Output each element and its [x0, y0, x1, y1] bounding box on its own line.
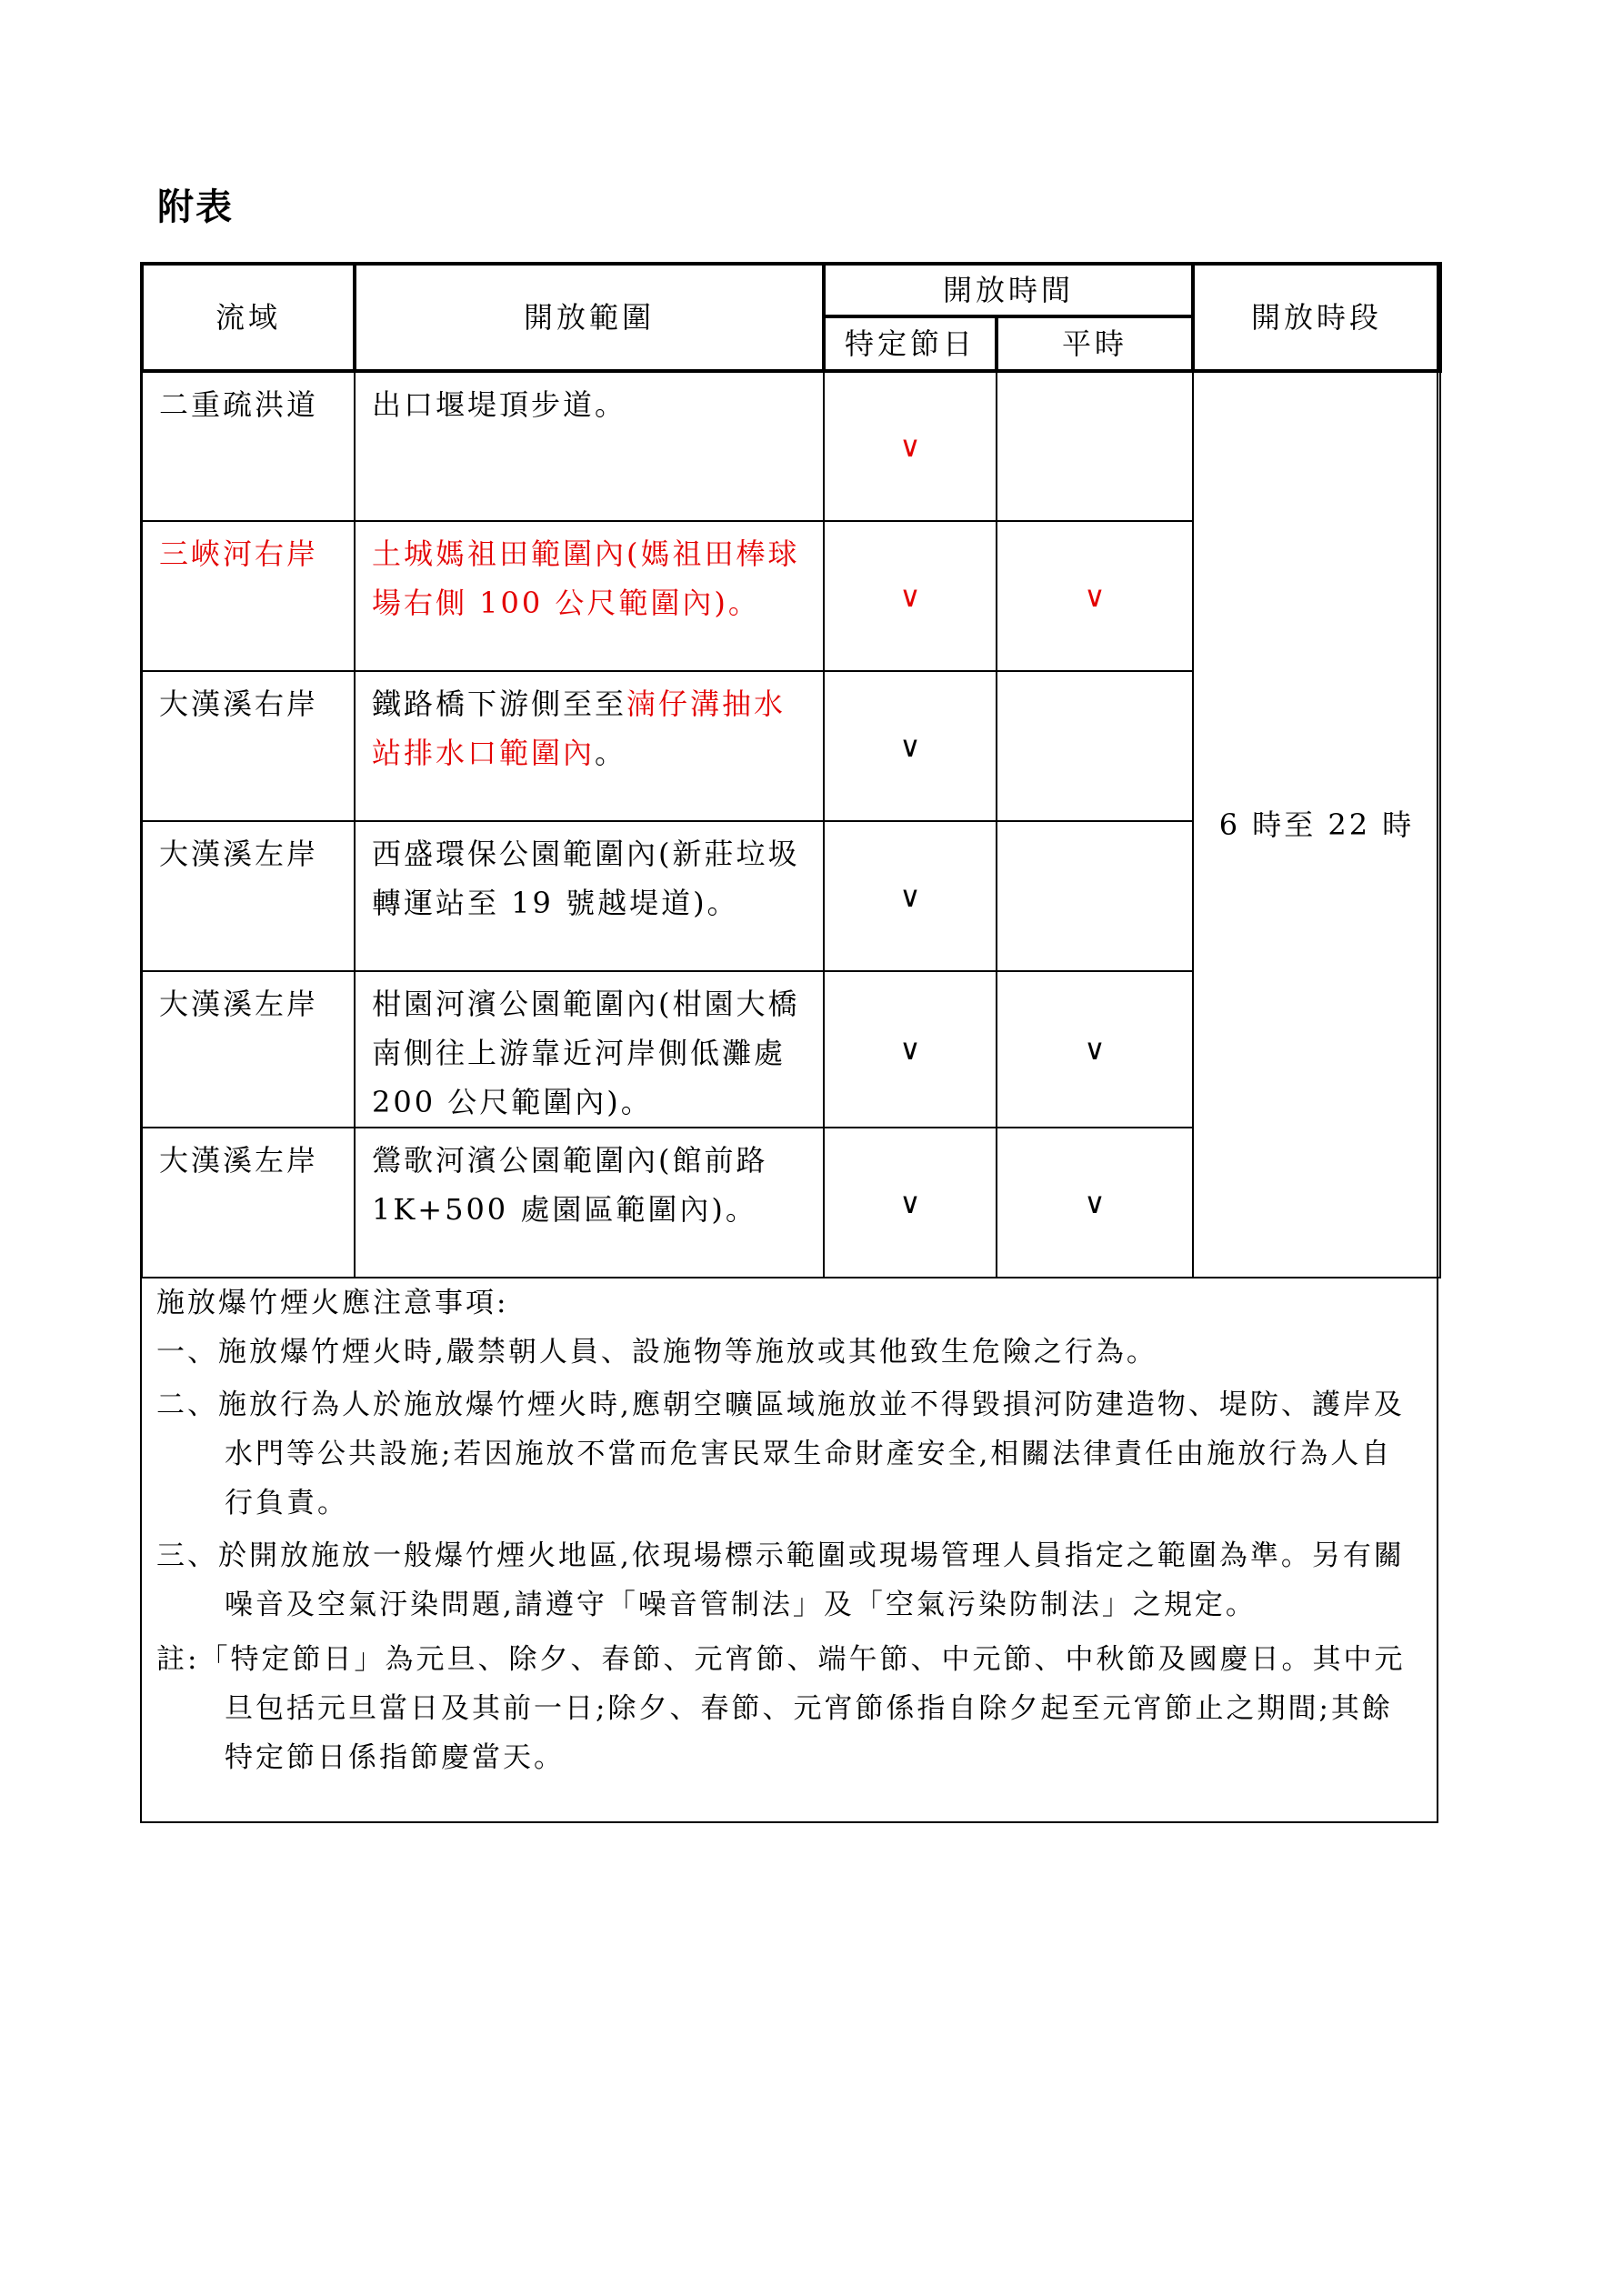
range-text: 鐵路橋下游側至至: [372, 687, 627, 721]
basin-cell: 三峽河右岸: [142, 521, 355, 671]
basin-cell: 大漢溪左岸: [142, 1128, 355, 1278]
basin-cell: 大漢溪左岸: [142, 821, 355, 971]
normal-day-mark: ∨: [997, 971, 1193, 1128]
range-text: 出口堰堤頂步道。: [372, 387, 627, 422]
footnote: 註:「特定節日」為元旦、除夕、春節、元宵節、端午節、中元節、中秋節及國慶日。其中元旦包括元旦當日及其前一日;除夕、春節、元宵節係指自除夕起至元宵節止之期間;其餘特定節日係指節慶當天。: [156, 1643, 1406, 1774]
notes-section: [140, 1275, 1438, 1823]
header-open-time: 開放時間: [824, 264, 1193, 316]
normal-day-mark: [997, 821, 1193, 971]
header-normal-days: 平時: [997, 316, 1193, 371]
range-cell: [355, 971, 824, 1128]
range-text-highlight: 湳仔溝抽水站排水口範圍內: [372, 687, 786, 770]
normal-day-mark: ∨: [997, 521, 1193, 671]
normal-day-mark: [997, 371, 1193, 521]
note-item: 三、於開放施放一般爆竹煙火地區,依現場標示範圍或現場管理人員指定之範圍為準。另有關噪音及空氣汙染問題,請遵守「噪音管制法」及「空氣污染防制法」之規定。: [156, 1539, 1405, 1621]
range-cell: [355, 371, 824, 521]
header-range: 開放範圍: [355, 264, 824, 371]
special-day-mark: ∨: [824, 371, 997, 521]
special-day-mark: ∨: [824, 1128, 997, 1278]
range-cell: [355, 521, 824, 671]
range-text: 鶯歌河濱公園範圍內(館前路 1K+500 處園區範圍內)。: [372, 1143, 768, 1227]
basin-cell: 大漢溪左岸: [142, 971, 355, 1128]
special-day-mark: ∨: [824, 671, 997, 821]
period-cell: 6 時至 22 時: [1193, 371, 1440, 1278]
notes-heading: 施放爆竹煙火應注意事項:: [156, 1287, 509, 1319]
basin-cell: 大漢溪右岸: [142, 671, 355, 821]
note-item: 一、施放爆竹煙火時,嚴禁朝人員、設施物等施放或其他致生危險之行為。: [156, 1336, 1157, 1369]
range-text: 西盛環保公園範圍內(新莊垃圾轉運站至 19 號越堤道)。: [372, 837, 800, 920]
note-item: 二、施放行為人於施放爆竹煙火時,應朝空曠區域施放並不得毀損河防建造物、堤防、護岸及水門等公共設施;若因施放不當而危害民眾生命財產安全,相關法律責任由施放行為人自行負責。: [156, 1389, 1405, 1519]
header-basin: 流域: [142, 264, 355, 371]
normal-day-mark: ∨: [997, 1128, 1193, 1278]
basin-cell: 二重疏洪道: [142, 371, 355, 521]
special-day-mark: ∨: [824, 521, 997, 671]
range-text: 柑園河濱公園範圍內(柑園大橋南側往上游靠近河岸側低灘處 200 公尺範圍內)。: [372, 987, 800, 1119]
table-row: [142, 371, 1440, 521]
range-cell: [355, 1128, 824, 1278]
special-day-mark: ∨: [824, 821, 997, 971]
open-area-table: [140, 262, 1442, 1278]
special-day-mark: ∨: [824, 971, 997, 1128]
normal-day-mark: [997, 671, 1193, 821]
range-cell: [355, 671, 824, 821]
page-title: 附表: [157, 186, 234, 228]
range-cell: [355, 821, 824, 971]
range-text-highlight: 土城媽祖田範圍內(媽祖田棒球場右側 100 公尺範圍內)。: [372, 536, 800, 620]
header-special-days: 特定節日: [824, 316, 997, 371]
range-text: 。: [595, 736, 627, 770]
header-period: 開放時段: [1193, 264, 1440, 371]
